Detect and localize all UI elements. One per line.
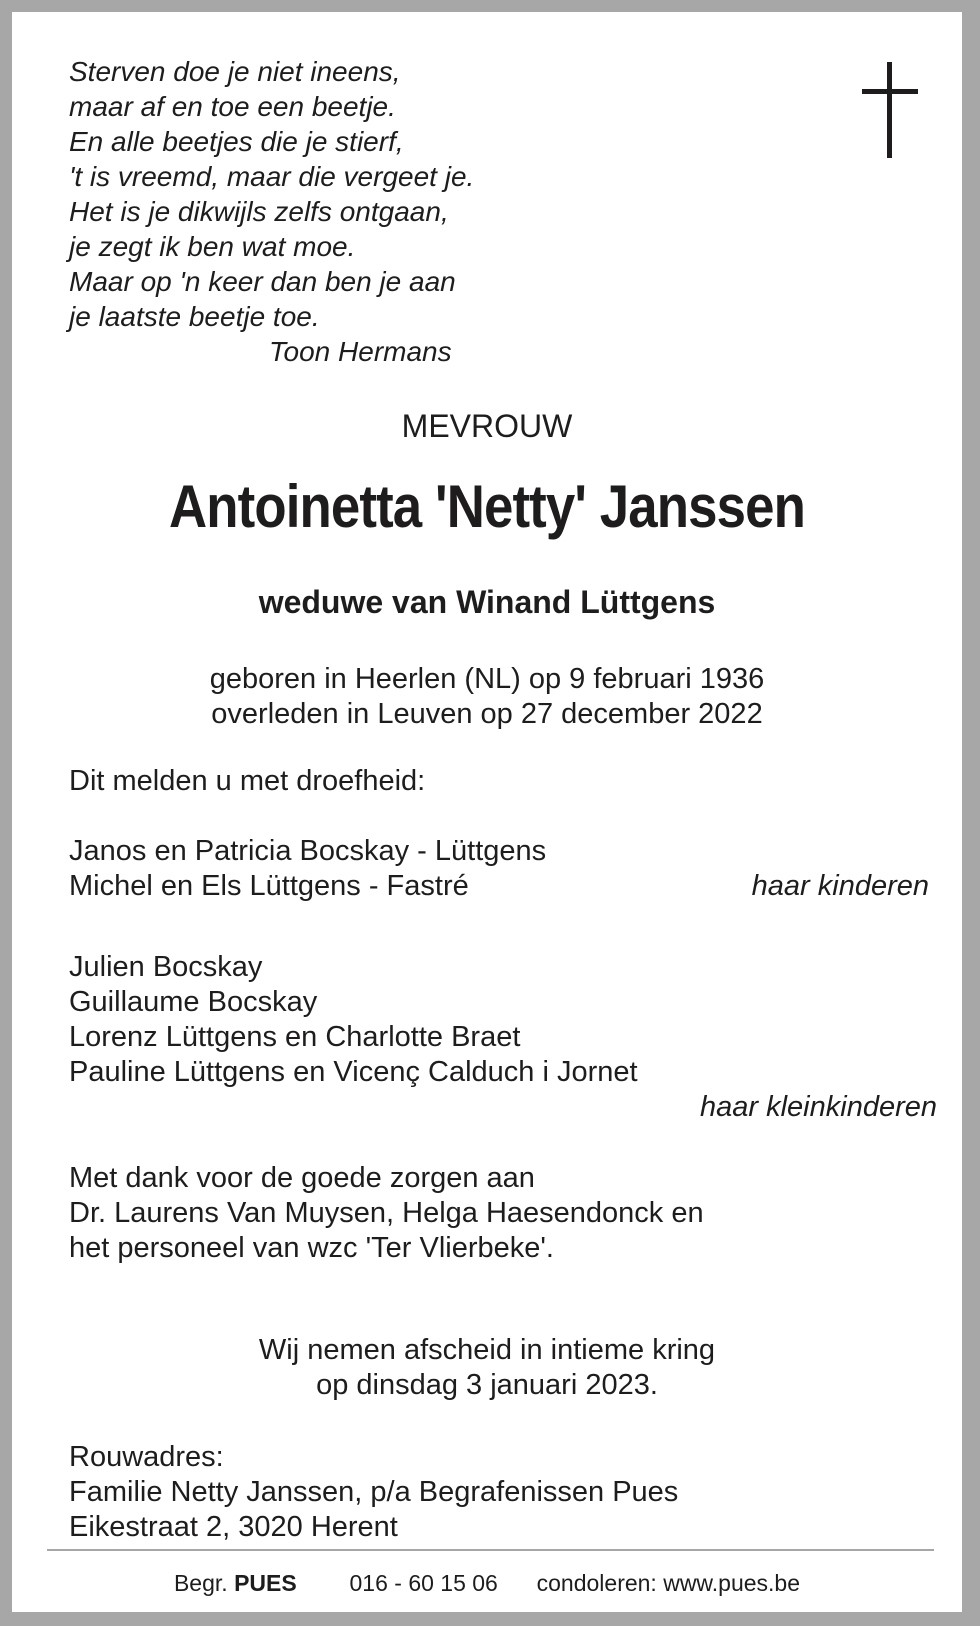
obituary-card bbox=[12, 12, 962, 1612]
obituary-page bbox=[22, 22, 952, 1602]
footer-condolence-link[interactable]: condoleren: www.pues.be bbox=[536, 1570, 801, 1596]
farewell-line: Wij nemen afscheid in intieme kring bbox=[258, 1334, 716, 1366]
thanks-line: Dr. Laurens Van Muysen, Helga Haesendonck en bbox=[69, 1197, 704, 1229]
footer-phone: 016 - 60 15 06 bbox=[349, 1570, 498, 1596]
list-item: Lorenz Lüttgens en Charlotte Braet bbox=[69, 1021, 521, 1053]
mourning-address bbox=[69, 1440, 678, 1545]
footer-prefix: Begr. bbox=[173, 1570, 228, 1596]
thanks-line: Met dank voor de goede zorgen aan bbox=[69, 1162, 535, 1194]
cross-vertical-bar bbox=[887, 62, 892, 158]
poem-line: je laatste beetje toe. bbox=[69, 301, 320, 332]
cross-icon bbox=[862, 62, 918, 158]
poem bbox=[69, 54, 474, 369]
list-item: Pauline Lüttgens en Vicenç Calduch i Jornet bbox=[69, 1056, 638, 1088]
widow-of: weduwe van Winand Lüttgens bbox=[258, 584, 716, 620]
thanks-note bbox=[69, 1161, 704, 1266]
announcement: Dit melden u met droefheid: bbox=[69, 765, 426, 797]
poem-line: Sterven doe je niet ineens, bbox=[69, 56, 401, 87]
poem-line: En alle beetjes die je stierf, bbox=[69, 126, 404, 157]
honorific: MEVROUW bbox=[401, 408, 573, 444]
farewell-line: op dinsdag 3 januari 2023. bbox=[316, 1369, 658, 1401]
death-date: overleden in Leuven op 27 december 2022 bbox=[211, 698, 763, 730]
poem-line: Maar op 'n keer dan ben je aan bbox=[69, 266, 456, 297]
footer bbox=[22, 1570, 952, 1597]
footer-company: PUES bbox=[234, 1570, 297, 1596]
birth-date: geboren in Heerlen (NL) op 9 februari 1936 bbox=[209, 663, 765, 695]
cross-horizontal-bar bbox=[862, 89, 918, 94]
poem-line: Het is je dikwijls zelfs ontgaan, bbox=[69, 196, 449, 227]
grandchildren-relation: haar kleinkinderen bbox=[700, 1091, 937, 1123]
poem-line: maar af en toe een beetje. bbox=[69, 91, 396, 122]
deceased-name: Antoinetta 'Netty' Janssen bbox=[169, 473, 805, 540]
thanks-line: het personeel van wzc 'Ter Vlierbeke'. bbox=[69, 1232, 554, 1264]
list-item: Janos en Patricia Bocskay - Lüttgens bbox=[69, 835, 547, 867]
list-item: Guillaume Bocskay bbox=[69, 986, 318, 1018]
poem-line: je zegt ik ben wat moe. bbox=[69, 231, 356, 262]
address-label: Rouwadres: bbox=[69, 1441, 224, 1473]
poem-author: Toon Hermans bbox=[269, 336, 452, 367]
list-item: Julien Bocskay bbox=[69, 951, 263, 983]
children-relation: haar kinderen bbox=[751, 870, 929, 902]
children-list bbox=[69, 834, 929, 904]
list-item: Michel en Els Lüttgens - Fastré bbox=[69, 870, 469, 902]
farewell-note bbox=[22, 1333, 952, 1403]
footer-divider bbox=[47, 1549, 934, 1551]
life-dates bbox=[22, 662, 952, 732]
address-line: Familie Netty Janssen, p/a Begrafenissen Pues bbox=[69, 1476, 679, 1508]
grandchildren-list bbox=[69, 950, 937, 1125]
poem-line: 't is vreemd, maar die vergeet je. bbox=[69, 161, 475, 192]
address-line: Eikestraat 2, 3020 Herent bbox=[69, 1511, 398, 1543]
